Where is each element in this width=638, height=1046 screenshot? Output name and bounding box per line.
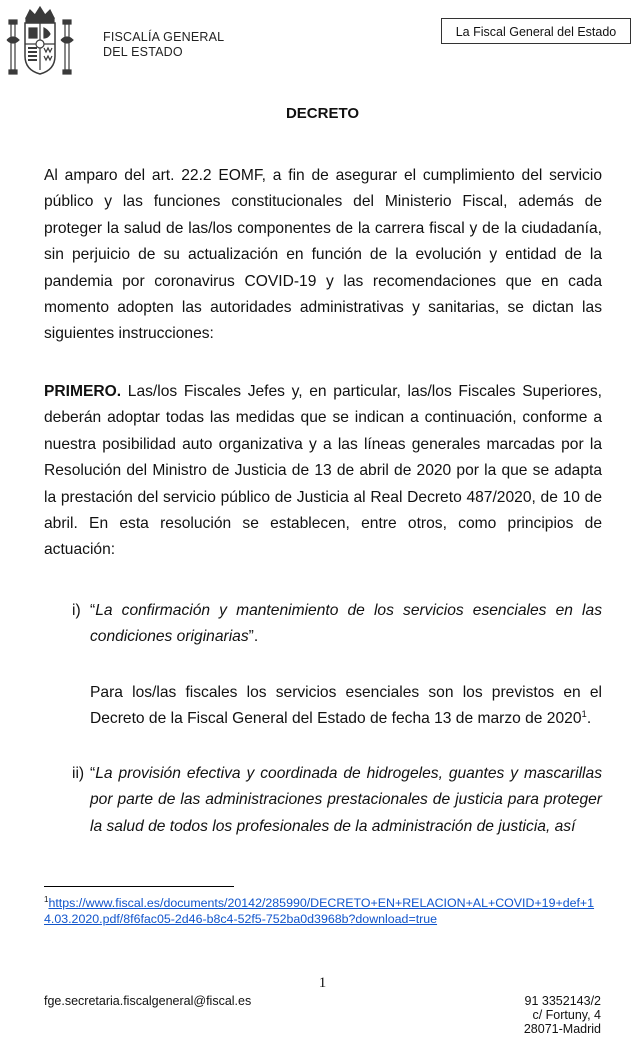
list-item-number: ii) [72,765,85,782]
open-quote: “ [90,602,96,619]
footnote-reference[interactable]: 1 [581,709,587,721]
footnote-link[interactable]: https://www.fiscal.es/documents/20142/285990/DECRETO+EN+RELACION+AL+COVID+19+def+14.03.2020.pdf/8f6fac05-2d46-b8c4-52f5-752ba0d3968b?download=true [44,896,595,926]
list-item-body [90,598,602,651]
issuing-body [103,30,224,60]
signatory-box: La Fiscal General del Estado [441,18,631,44]
org-name-line2: DEL ESTADO [103,45,183,59]
footer-email: fge.secretaria.fiscalgeneral@fiscal.es [44,994,252,1008]
open-quote: “ [90,765,96,782]
coat-of-arms-logo [4,4,76,80]
quoted-text: La provisión efectiva y coordinada de hidrogeles, guantes y mascarillas por parte de las administraciones prestacionales de justicia para proteger la salud de todos los profesionales de la administración de justicia, así [90,765,602,835]
page-number: 1 [318,975,327,991]
footnote [44,895,604,927]
list-item-number: i) [72,602,81,619]
list-item-body [90,761,602,840]
intro-paragraph: Al amparo del art. 22.2 EOMF, a fin de asegurar el cumplimiento del servicio público y las funciones constitucionales del Ministerio Fiscal, además de proteger la salud de las/los componentes de la carrera fiscal y de la ciudadanía, sin perjuicio de su actualización en función de la evolución y entidad de la pandemia por coronavirus COVID-19 y las recomendaciones que en cada momento adopten las autoridades administrativas y sanitarias, se dictan las siguientes instrucciones: [44,167,602,343]
document-title: DECRETO [285,105,360,122]
primero-label: PRIMERO. [44,383,122,400]
primero-text: Las/los Fiscales Jefes y, en particular, las/los Fiscales Superiores, deberán adoptar todas las medidas que se indican a continuación, conforme a nuestra posibilidad auto organizativa y a las líneas generales marcadas por la Resolución del Ministro de Justicia de 13 de abril de 2020 por la que se adapta la prestación del servicio público de Justicia al Real Decreto 487/2020, de 10 de abril. En esta resolución se establecen, entre otros, como principios de actuación: [44,383,602,559]
note-end: . [586,710,592,728]
close-quote: ”. [248,628,259,646]
footer-address [524,994,601,1036]
primero-paragraph [44,379,602,564]
essential-services-note [90,680,602,733]
footer-city: 28071-Madrid [523,1022,601,1036]
footnote-divider [44,886,234,887]
footer-phone: 91 3352143/2 [524,994,601,1008]
footer-street: c/ Fortuny, 4 [532,1008,601,1022]
footnote-marker: 1 [44,894,49,904]
org-name-line1: FISCALÍA GENERAL [103,30,225,44]
quoted-text: La confirmación y mantenimiento de los servicios esenciales en las condiciones originarias [90,602,602,646]
note-text: Para los/las fiscales los servicios esenciales son los previstos en el Decreto de la Fiscal General del Estado de fecha 13 de marzo de 2020 [90,684,602,728]
